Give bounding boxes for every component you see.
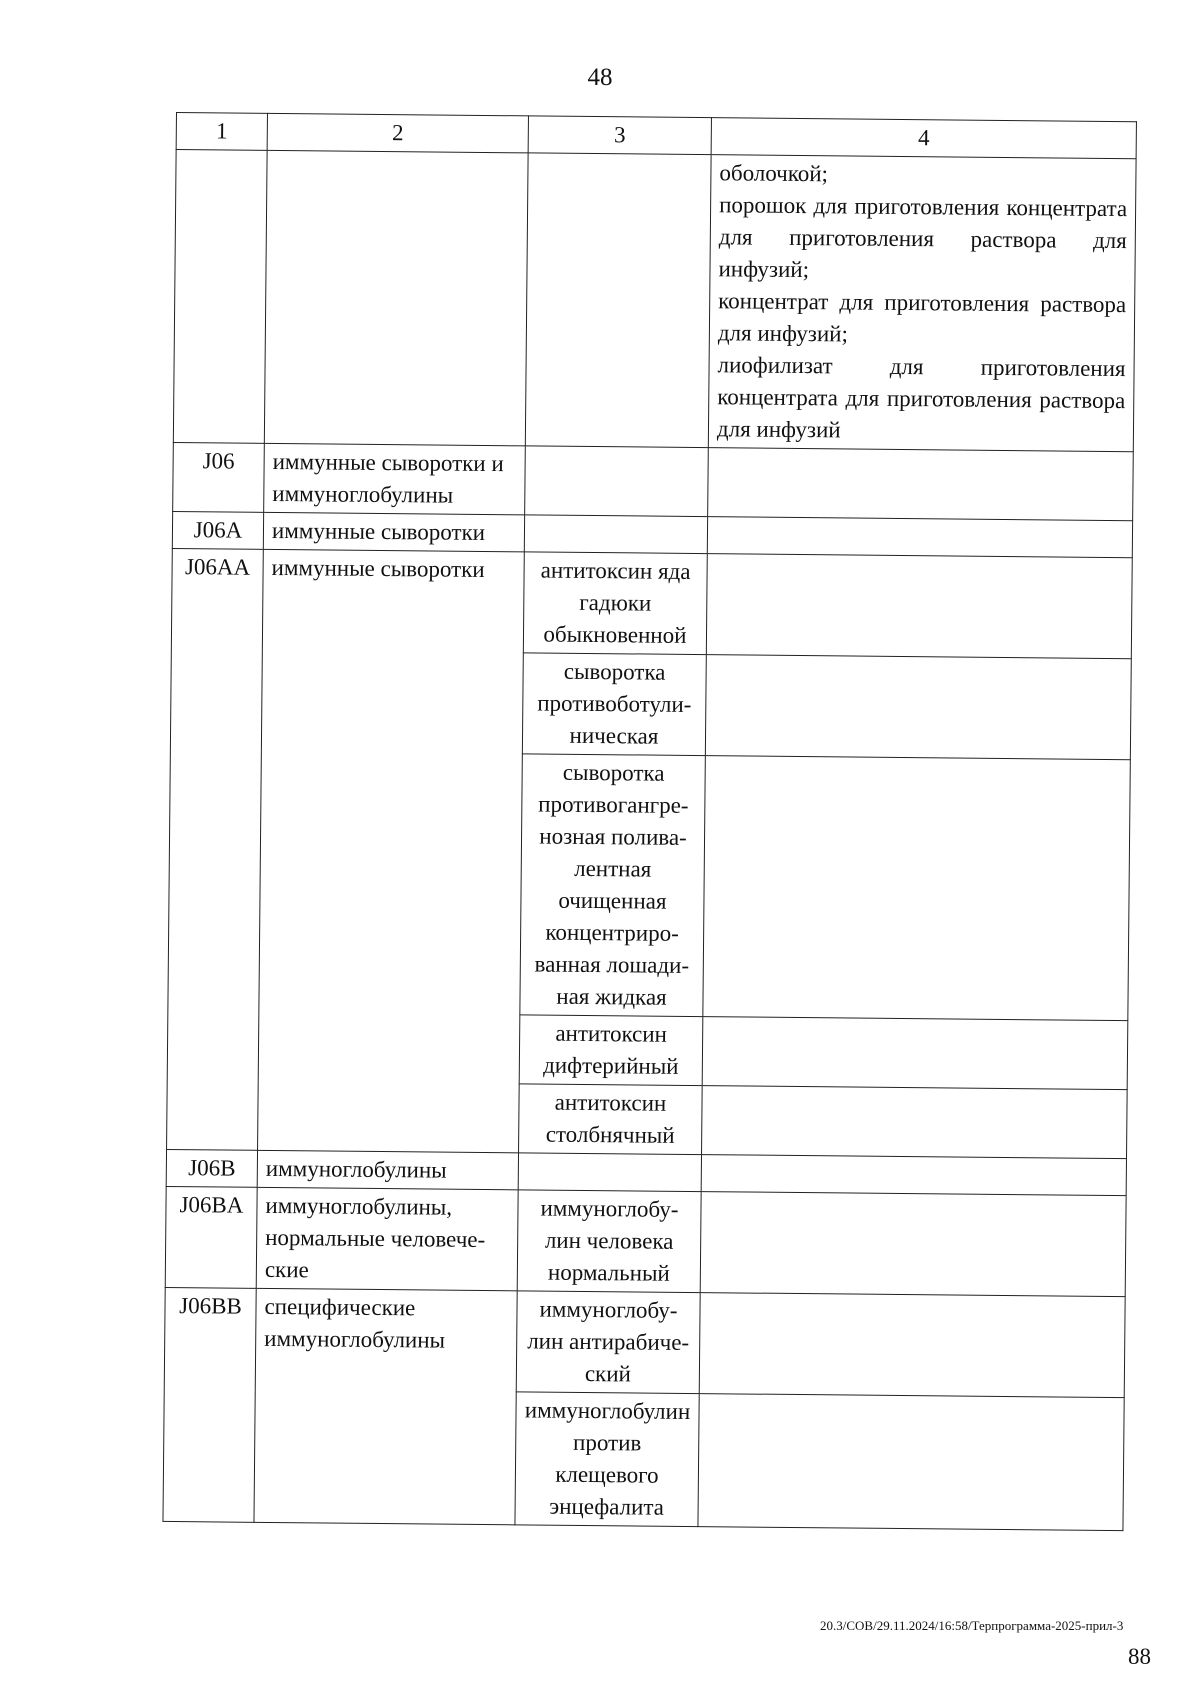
code-cell <box>173 150 267 444</box>
table-row <box>173 150 1136 452</box>
form-cell <box>698 1394 1124 1531</box>
group-cell: иммуноглобулины, нормальные человече-ские <box>256 1187 518 1291</box>
form-cell: оболочкой; порошок для приготовления концентрата для приготовления раствора для инфузий; концентрат для приготовления раствора для инфузий; лиофилизат для приготовления концентрата для приготовления раствора для инфузий <box>708 155 1136 452</box>
header-col-4: 4 <box>711 118 1136 159</box>
drug-classification-table <box>162 112 1136 1531</box>
drug-cell: иммуноглобу-лин антирабиче-ский <box>516 1291 700 1394</box>
code-cell: J06AA <box>167 548 264 1150</box>
page-number-top: 48 <box>587 64 613 91</box>
form-cell <box>705 655 1131 760</box>
group-cell <box>264 150 528 445</box>
table-row <box>173 442 1134 520</box>
form-cell <box>702 1017 1128 1090</box>
document-stamp: 20.3/СОВ/29.11.2024/16:58/Терпрограмма-2025-прил-3 <box>820 1618 1124 1633</box>
group-cell: иммунные сыворотки <box>263 512 524 552</box>
drug-cell: сыворотка противоботули-ническая <box>522 653 706 756</box>
drug-cell: сыворотка противогангре-нозная полива-лентная очищенная концентриро-ванная лошади-ная жидкая <box>520 754 705 1017</box>
group-cell: специфические иммуноглобулины <box>254 1288 517 1524</box>
drug-cell: антитоксин яда гадюки обыкновенной <box>523 552 707 655</box>
drug-cell: иммуноглобу-лин человека нормальный <box>517 1190 701 1293</box>
form-cell <box>700 1192 1126 1297</box>
table-row <box>164 1287 1125 1397</box>
form-cell <box>703 756 1130 1021</box>
table-row <box>171 548 1132 658</box>
drug-cell: иммуноглобулин против клещевого энцефалита <box>515 1392 699 1527</box>
header-col-1: 1 <box>176 113 267 151</box>
group-cell: иммунные сыворотки и иммуноглобулины <box>264 443 526 515</box>
code-cell: J06A <box>172 511 263 549</box>
drug-cell: антитоксин столбнячный <box>519 1084 703 1155</box>
header-col-3: 3 <box>528 116 711 155</box>
form-cell <box>699 1293 1125 1398</box>
code-cell: J06BB <box>163 1287 256 1522</box>
drug-cell <box>525 153 711 448</box>
drug-cell <box>524 515 707 554</box>
page-number-bottom: 88 <box>1128 1644 1151 1669</box>
group-cell: иммунные сыворотки <box>258 549 525 1152</box>
form-cell <box>702 1086 1128 1159</box>
form-cell <box>708 448 1134 521</box>
drug-cell: антитоксин дифтерийный <box>519 1015 703 1086</box>
header-col-2: 2 <box>267 113 528 153</box>
form-cell <box>707 517 1132 558</box>
group-cell: иммуноглобулины <box>257 1150 518 1190</box>
form-cell <box>706 554 1132 659</box>
code-cell: J06 <box>173 442 265 512</box>
code-cell: J06BA <box>165 1186 257 1288</box>
drug-cell <box>525 446 709 517</box>
table-row <box>165 1186 1126 1296</box>
form-cell <box>701 1155 1126 1196</box>
drug-cell <box>518 1153 701 1192</box>
code-cell: J06B <box>166 1149 257 1187</box>
